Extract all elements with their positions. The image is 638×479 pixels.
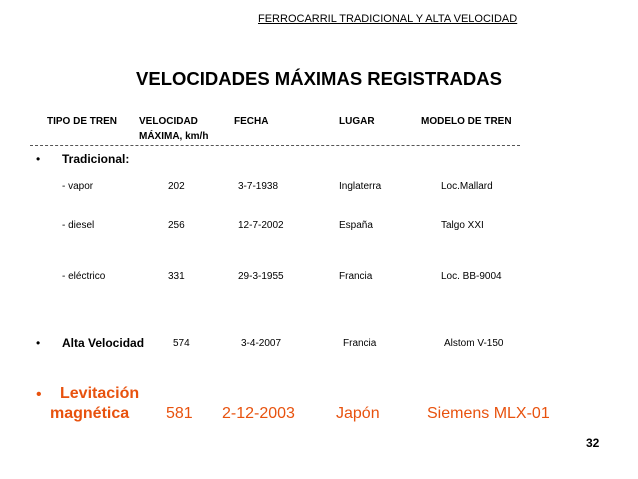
cell-lugar: Francia	[343, 338, 377, 349]
cell-lugar: España	[339, 220, 373, 231]
cell-velocidad: 581	[166, 405, 193, 422]
header-divider	[30, 145, 520, 146]
cell-lugar: Francia	[339, 271, 373, 282]
cell-velocidad: 574	[173, 338, 190, 349]
cell-fecha: 2-12-2003	[222, 405, 295, 422]
col-header-velocidad-line2: MÁXIMA, km/h	[139, 131, 209, 142]
category-levitacion-line2: magnética	[50, 405, 130, 422]
cell-fecha: 3-7-1938	[238, 181, 279, 192]
cell-tipo: - diesel	[62, 220, 95, 231]
col-header-fecha: FECHA	[234, 116, 269, 127]
cell-lugar: Inglaterra	[339, 181, 382, 192]
bullet-alta-velocidad: •	[36, 336, 41, 350]
col-header-velocidad-line1: VELOCIDAD	[139, 116, 198, 127]
page-number: 32	[586, 436, 600, 450]
cell-modelo: Talgo XXI	[441, 220, 484, 231]
cell-velocidad: 331	[168, 271, 185, 282]
cell-velocidad: 202	[168, 181, 185, 192]
cell-modelo: Loc.Mallard	[441, 181, 493, 192]
col-header-modelo: MODELO DE TREN	[421, 116, 512, 127]
bullet-levitacion: •	[36, 386, 42, 403]
bullet-tradicional: •	[36, 152, 41, 166]
category-alta-velocidad: Alta Velocidad	[62, 336, 145, 350]
cell-modelo: Loc. BB-9004	[441, 271, 502, 282]
cell-velocidad: 256	[168, 220, 185, 231]
category-levitacion-line1: Levitación	[60, 385, 140, 402]
cell-tipo: - eléctrico	[62, 271, 106, 282]
cell-modelo: Alstom V-150	[444, 338, 504, 349]
cell-fecha: 3-4-2007	[241, 338, 282, 349]
cell-lugar: Japón	[336, 405, 380, 422]
cell-fecha: 12-7-2002	[238, 220, 284, 231]
slide-title: VELOCIDADES MÁXIMAS REGISTRADAS	[136, 68, 502, 89]
cell-modelo: Siemens MLX-01	[427, 405, 550, 422]
col-header-lugar: LUGAR	[339, 116, 375, 127]
col-header-velocidad	[139, 114, 208, 144]
slide-header: FERROCARRIL TRADICIONAL Y ALTA VELOCIDAD	[258, 13, 518, 25]
col-header-tipo: TIPO DE TREN	[47, 116, 118, 127]
cell-tipo: - vapor	[62, 181, 94, 192]
cell-fecha: 29-3-1955	[238, 271, 284, 282]
category-tradicional: Tradicional:	[62, 152, 130, 166]
